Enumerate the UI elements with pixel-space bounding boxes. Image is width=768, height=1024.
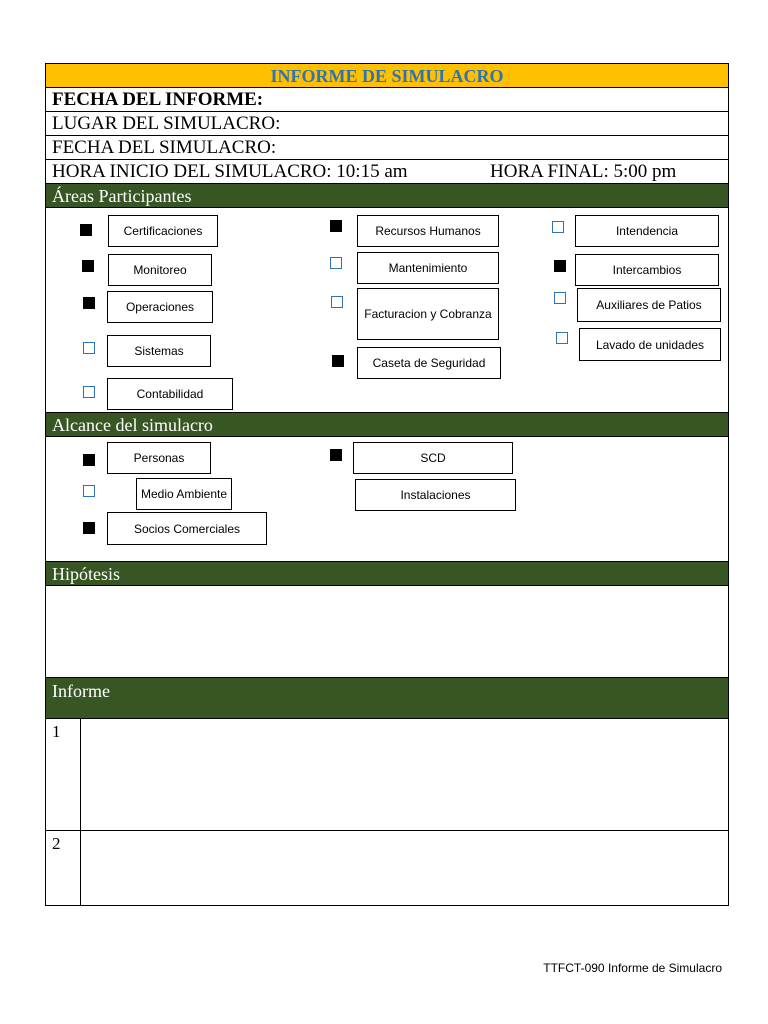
scd-label: SCD bbox=[353, 442, 513, 474]
areas-area bbox=[46, 208, 728, 413]
medio-ambiente-label: Medio Ambiente bbox=[136, 478, 232, 510]
sistemas-checkbox[interactable] bbox=[83, 342, 95, 354]
hora-final-label: HORA FINAL: 5:00 pm bbox=[490, 161, 677, 182]
lugar-label: LUGAR DEL SIMULACRO: bbox=[52, 113, 281, 134]
intendencia-label: Intendencia bbox=[575, 215, 719, 247]
certificaciones-label: Certificaciones bbox=[108, 215, 218, 247]
socios-comerciales-checkbox[interactable] bbox=[83, 522, 95, 534]
lavado-unidades-checkbox[interactable] bbox=[556, 332, 568, 344]
recursos-humanos-label: Recursos Humanos bbox=[357, 215, 499, 247]
personas-checkbox[interactable] bbox=[83, 454, 95, 466]
facturacion-label: Facturacion y Cobranza bbox=[357, 288, 499, 340]
mantenimiento-checkbox[interactable] bbox=[330, 257, 342, 269]
hipotesis-section-header bbox=[46, 562, 728, 586]
instalaciones-label: Instalaciones bbox=[355, 479, 516, 511]
scd-checkbox[interactable] bbox=[330, 449, 342, 461]
medio-ambiente-checkbox[interactable] bbox=[83, 485, 95, 497]
areas-section-header bbox=[46, 184, 728, 208]
operaciones-checkbox[interactable] bbox=[83, 297, 95, 309]
alcance-section-title: Alcance del simulacro bbox=[52, 415, 213, 435]
contabilidad-label: Contabilidad bbox=[107, 378, 233, 410]
certificaciones-checkbox[interactable] bbox=[80, 224, 92, 236]
lugar-field[interactable] bbox=[46, 112, 728, 136]
hipotesis-section-title: Hipótesis bbox=[52, 564, 121, 584]
fecha-simulacro-label: FECHA DEL SIMULACRO: bbox=[52, 137, 277, 158]
personas-label: Personas bbox=[107, 442, 211, 474]
operaciones-label: Operaciones bbox=[107, 291, 213, 323]
fecha-informe-field[interactable] bbox=[46, 88, 728, 112]
informe-row-2-number: 2 bbox=[52, 834, 61, 853]
monitoreo-checkbox[interactable] bbox=[82, 260, 94, 272]
alcance-area bbox=[46, 437, 728, 561]
caseta-seguridad-label: Caseta de Seguridad bbox=[357, 347, 501, 379]
auxiliares-patios-label: Auxiliares de Patios bbox=[577, 288, 721, 322]
hora-inicio-label: HORA INICIO DEL SIMULACRO: 10:15 am bbox=[52, 161, 408, 182]
intercambios-checkbox[interactable] bbox=[554, 260, 566, 272]
fecha-simulacro-field[interactable] bbox=[46, 136, 728, 160]
socios-comerciales-label: Socios Comerciales bbox=[107, 512, 267, 545]
monitoreo-label: Monitoreo bbox=[108, 254, 212, 286]
facturacion-checkbox[interactable] bbox=[331, 296, 343, 308]
informe-row-2[interactable] bbox=[46, 831, 728, 906]
areas-section-title: Áreas Participantes bbox=[52, 186, 192, 206]
hipotesis-content[interactable] bbox=[46, 586, 728, 678]
footer-doc-code: TTFCT-090 Informe de Simulacro bbox=[543, 961, 722, 975]
auxiliares-patios-checkbox[interactable] bbox=[554, 292, 566, 304]
lavado-unidades-label: Lavado de unidades bbox=[579, 328, 721, 361]
horas-field[interactable] bbox=[46, 160, 728, 184]
form-title-row bbox=[46, 64, 728, 88]
informe-row-1[interactable] bbox=[46, 719, 728, 831]
informe-row-1-number: 1 bbox=[52, 722, 61, 741]
fecha-informe-label: FECHA DEL INFORME: bbox=[52, 89, 264, 110]
contabilidad-checkbox[interactable] bbox=[83, 386, 95, 398]
form-title: INFORME DE SIMULACRO bbox=[270, 66, 504, 86]
simulacro-form bbox=[45, 63, 729, 906]
informe-section-title: Informe bbox=[52, 681, 110, 701]
sistemas-label: Sistemas bbox=[107, 335, 211, 367]
mantenimiento-label: Mantenimiento bbox=[357, 252, 499, 284]
intercambios-label: Intercambios bbox=[575, 254, 719, 286]
intendencia-checkbox[interactable] bbox=[552, 221, 564, 233]
informe-section-header bbox=[46, 678, 728, 719]
recursos-humanos-checkbox[interactable] bbox=[330, 220, 342, 232]
alcance-section-header bbox=[46, 413, 728, 437]
caseta-seguridad-checkbox[interactable] bbox=[332, 355, 344, 367]
